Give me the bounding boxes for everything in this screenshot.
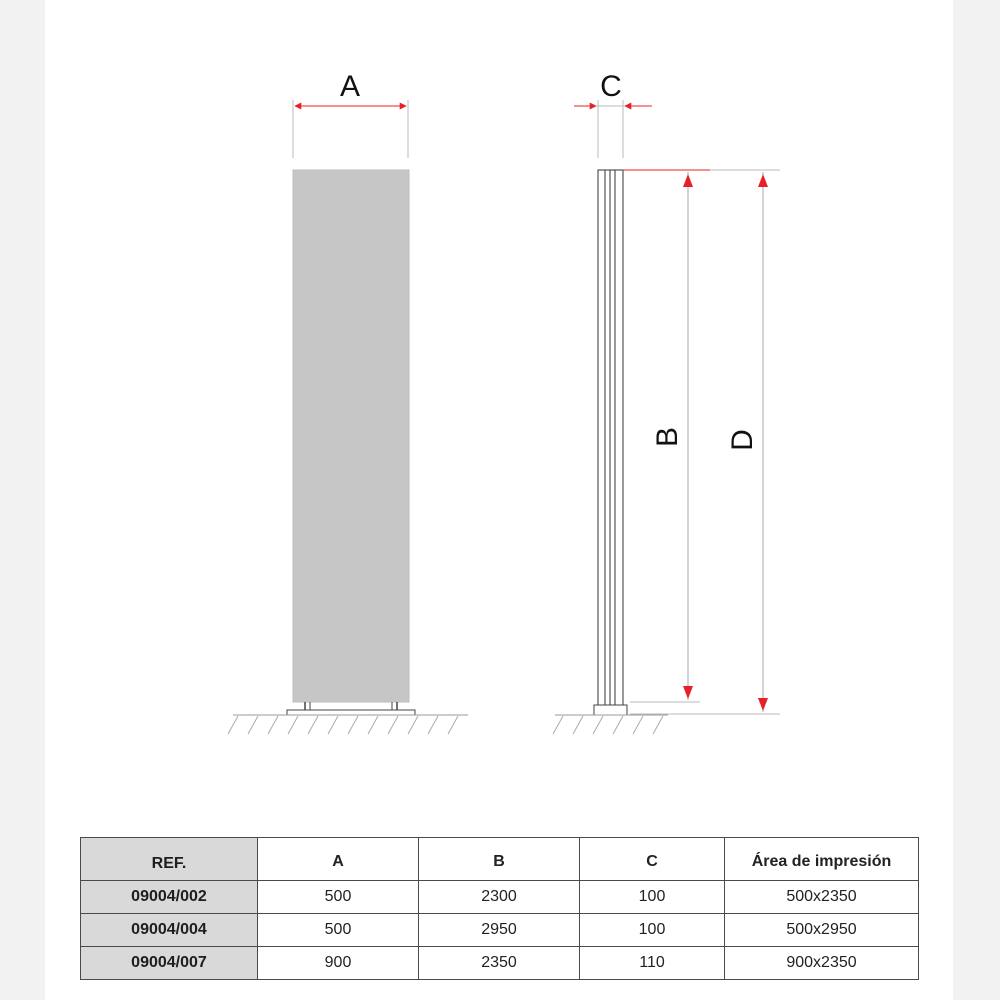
dimension-d-label: D [726,429,759,451]
cell-a: 500 [258,881,419,914]
cell-a: 900 [258,947,419,980]
side-base [594,705,627,715]
cell-ref: 09004/007 [81,947,258,980]
cell-area: 500x2950 [725,914,919,947]
cell-b: 2950 [419,914,580,947]
table-header-row [81,838,919,881]
header-b: B [419,838,580,881]
header-c: C [580,838,725,881]
header-ref: REF. [81,838,258,881]
specification-table [80,837,919,980]
cell-c: 110 [580,947,725,980]
cell-ref: 09004/002 [81,881,258,914]
front-view [228,70,468,734]
cell-b: 2350 [419,947,580,980]
table-row [81,914,919,947]
table-row [81,947,919,980]
dimension-a-label: A [339,70,361,103]
cell-area: 900x2350 [725,947,919,980]
side-view [553,70,780,734]
cell-c: 100 [580,881,725,914]
cell-area: 500x2350 [725,881,919,914]
front-panel [293,170,409,702]
header-print-area: Área de impresión [725,838,919,881]
cell-a: 500 [258,914,419,947]
front-base [287,710,415,715]
cell-c: 100 [580,914,725,947]
cell-ref: 09004/004 [81,914,258,947]
table-row [81,881,919,914]
header-a: A [258,838,419,881]
dimension-c-label: C [600,70,622,103]
cell-b: 2300 [419,881,580,914]
dimension-b-label: B [651,426,684,448]
